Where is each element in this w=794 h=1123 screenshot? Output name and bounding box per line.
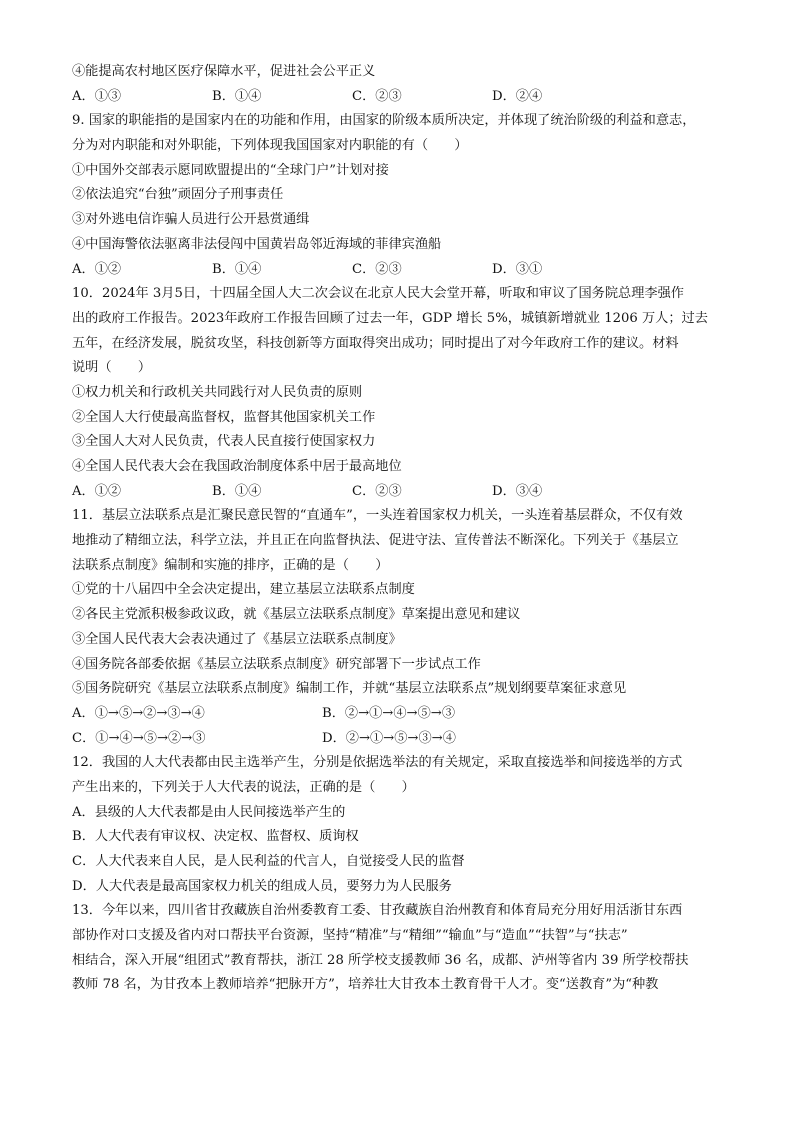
q10-option-a: A．①②	[72, 483, 122, 499]
q13-stem-line-4: 教师 78 名，为甘孜本上教师培养“把脉开方”，培养壮大甘孜本土教育骨干人才。变“送教育”为“种教	[72, 977, 659, 993]
q11-options-row-1	[72, 702, 728, 727]
q12-stem-line-1: 12．我国的人大代表都由民主选举产生，分别是依据选举法的有关规定，采取直接选举和间接选举的方式	[72, 755, 683, 771]
q11-option-c: C．①→④→⑤→②→③	[72, 730, 206, 746]
q10-item-3: ③全国人大对人民负责，代表人民直接行使国家权力	[72, 434, 376, 450]
q9-option-b: B．①④	[212, 261, 262, 277]
q11-option-d: D．②→①→⑤→③→④	[322, 730, 456, 746]
q10-item-1: ①权力机关和行政机关共同践行对人民负责的原则	[72, 384, 363, 400]
q11-options-row-2	[72, 727, 728, 752]
q10-options	[72, 480, 728, 505]
q9-options	[72, 258, 728, 283]
q8-option-b: B．①④	[212, 88, 262, 104]
q8-options	[72, 85, 728, 110]
q9-stem-line-1: 9. 国家的职能指的是国家内在的功能和作用，由国家的阶级本质所决定，并体现了统治阶级的利益和意志，	[72, 113, 696, 129]
q8-option-c: C．②③	[352, 88, 402, 104]
q9-option-a: A．①②	[72, 261, 122, 277]
q10-stem-line-3: 五年，在经济发展，脱贫攻坚，科技创新等方面取得突出成功；同时提出了对今年政府工作的建议。材料	[72, 335, 679, 351]
q12-option-b: B．人大代表有审议权、决定权、监督权、质询权	[72, 829, 359, 845]
q10-option-c: C．②③	[352, 483, 402, 499]
q13-stem-line-3: 相结合，深入开展“组团式”教育帮扶，浙江 28 所学校支援教师 36 名，成都、泸州等省内 39 所学校帮扶	[72, 952, 689, 968]
q11-option-a: A．①→⑤→②→③→④	[72, 705, 205, 721]
q11-item-3: ③全国人民代表大会表决通过了《基层立法联系点制度》	[72, 631, 402, 647]
q10-item-2: ②全国人大行使最高监督权，监督其他国家机关工作	[72, 409, 376, 425]
q11-stem-line-2: 地推动了精细立法，科学立法，并且正在向监督执法、促进守法、宣传普法不断深化。下列关于《基层立	[72, 533, 679, 549]
q10-option-d: D．③④	[492, 483, 543, 499]
q11-item-1: ①党的十八届四中全会决定提出，建立基层立法联系点制度	[72, 582, 415, 598]
q12-option-c: C．人大代表来自人民，是人民利益的代言人，自觉接受人民的监督	[72, 854, 465, 869]
exam-content	[72, 60, 728, 998]
q9-item-3: ③对外逃电信诈骗人员进行公开悬赏通缉	[72, 212, 310, 228]
q13-stem-line-1: 13．今年以来，四川省甘孜藏族自治州委教育工委、甘孜藏族自治州教育和体育局充分用好用活浙甘东西	[72, 903, 683, 919]
q12-option-d: D．人大代表是最高国家权力机关的组成人员，要努力为人民服务	[72, 878, 452, 894]
q9-item-2: ②依法追究“台独”顽固分子刑事责任	[72, 187, 284, 203]
q12-stem-line-2: 产生出来的，下列关于人大代表的说法，正确的是（ ）	[72, 779, 415, 795]
q10-stem-line-2: 出的政府工作报告。2023年政府工作报告回顾了过去一年，GDP 增长 5%，城镇新增就业 1206 万人；过去	[72, 310, 708, 326]
q8-item-4: ④能提高农村地区医疗保障水平，促进社会公平正义	[72, 64, 376, 79]
q10-stem-line-1: 10．2024年 3月5日，十四届全国人大二次会议在北京人民大会堂开幕，听取和审议了国务院总理李强作	[72, 286, 684, 302]
q9-item-4: ④中国海警依法驱离非法侵闯中国黄岩岛邻近海域的菲律宾渔船	[72, 236, 442, 252]
q8-option-a: A．①③	[72, 88, 122, 104]
q10-stem-line-4: 说明（ ）	[72, 360, 152, 376]
q11-stem-line-1: 11．基层立法联系点是汇聚民意民智的“直通车”，一头连着国家权力机关，一头连着基层群众，不仅有效	[72, 508, 683, 524]
q13-stem-line-2: 部协作对口支援及省内对口帮扶平台资源，坚持“精准”与“精细”“输血”与“造血”“扶智”与“扶志”	[72, 928, 628, 944]
q11-item-2: ②各民主党派积极参政议政，就《基层立法联系点制度》草案提出意见和建议	[72, 607, 521, 623]
q12-option-a: A．县级的人大代表都是由人民间接选举产生的	[72, 804, 346, 820]
q10-option-b: B．①④	[212, 483, 262, 499]
q8-option-d: D．②④	[492, 88, 543, 104]
q9-option-c: C．②③	[352, 261, 402, 277]
q9-stem-line-2: 分为对内职能和对外职能，下列体现我国国家对内职能的有（ ）	[72, 138, 468, 154]
q11-option-b: B．②→①→④→⑤→③	[322, 705, 456, 721]
q11-stem-line-3: 法联系点制度》编制和实施的排序，正确的是（ ）	[72, 557, 389, 573]
q11-item-4: ④国务院各部委依据《基层立法联系点制度》研究部署下一步试点工作	[72, 656, 481, 672]
q9-option-d: D．③①	[492, 261, 543, 277]
q10-item-4: ④全国人民代表大会在我国政治制度体系中居于最高地位	[72, 459, 402, 474]
q11-item-5: ⑤国务院研究《基层立法联系点制度》编制工作，并就“基层立法联系点”规划纲要草案征求意见	[72, 681, 627, 697]
q9-item-1: ①中国外交部表示愿同欧盟提出的“全球门户”计划对接	[72, 162, 389, 178]
